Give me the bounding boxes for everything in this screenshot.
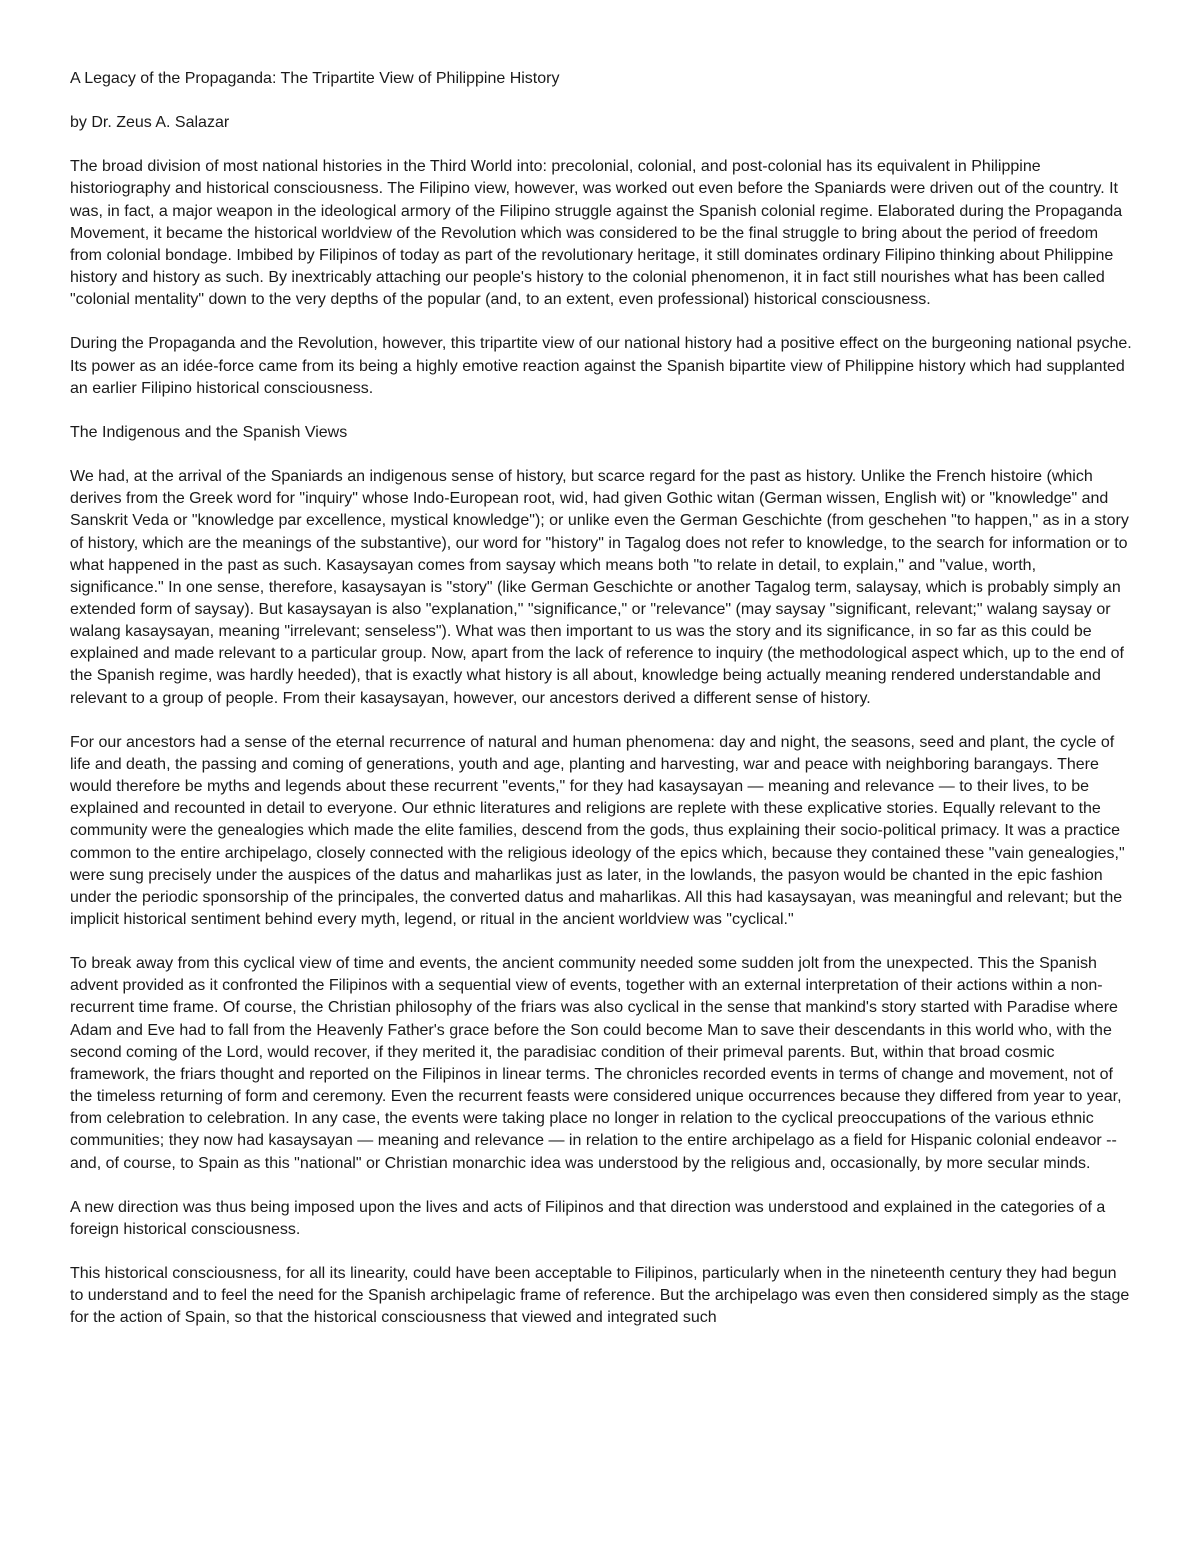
paragraph: For our ancestors had a sense of the eternal recurrence of natural and human phenomena: day and night, the seasons, seed and plant, the cycle of life and death, the passing and coming of generations, youth and age, planting and harvesting, war and peace with neighboring barangays. There would therefore be myths and legends about these recurrent "events," for they had kasaysayan — meaning and relevance — to their lives, to be explained and recounted in detail to everyone. Our ethnic literatures and religions are replete with these explicative stories. Equally relevant to the community were the genealogies which made the elite families, descend from the gods, thus explaining their socio-political primacy. It was a practice common to the entire archipelago, closely connected with the religious ideology of the epics which, because they contained these "vain genealogies," were sung precisely under the auspices of the datus and maharlikas just as later, in the lowlands, the pasyon would be chanted in the epic fashion under the periodic sponsorship of the principales, the converted datus and maharlikas. All this had kasaysayan, was meaningful and relevant; but the implicit historical sentiment behind every myth, legend, or ritual in the ancient worldview was "cyclical." [70,733,1125,928]
document-title: A Legacy of the Propaganda: The Tripartite View of Philippine History [70,70,560,87]
paragraph: During the Propaganda and the Revolution, however, this tripartite view of our national history had a positive effect on the burgeoning national psyche. Its power as an idée-force came from its being a highly emotive reaction against the Spanish bipartite view of Philippine history which had supplanted an earlier Filipino historical consciousness. [70,335,1132,397]
paragraph: The broad division of most national histories in the Third World into: precolonial, colonial, and post-colonial has its equivalent in Philippine historiography and historical consciousness. The Filipino view, however, was worked out even before the Spaniards were driven out of the country. It was, in fact, a major weapon in the ideological armory of the Filipino struggle against the Spanish colonial regime. Elaborated during the Propaganda Movement, it became the historical worldview of the Revolution which was considered to be the final struggle to bring about the period of freedom from colonial bondage. Imbibed by Filipinos of today as part of the revolutionary heritage, it still dominates ordinary Filipino thinking about Philippine history and history as such. By inextricably attaching our people's history to the colonial phenomenon, it in fact still nourishes what has been called "colonial mentality" down to the very depths of the popular (and, to an extent, even professional) historical consciousness. [70,158,1123,309]
document-page [70,68,1132,1352]
paragraph: This historical consciousness, for all its linearity, could have been acceptable to Filipinos, particularly when in the nineteenth century they had begun to understand and to feel the need for the Spanish archipelagic frame of reference. But the archipelago was even then considered simply as the stage for the action of Spain, so that the historical consciousness that viewed and integrated such [70,1265,1130,1327]
section-heading: The Indigenous and the Spanish Views [70,423,348,441]
paragraph: To break away from this cyclical view of time and events, the ancient community needed some sudden jolt from the unexpected. This the Spanish advent provided as it confronted the Filipinos with a sequential view of events, together with an external interpretation of their actions within a non-recurrent time frame. Of course, the Christian philosophy of the friars was also cyclical in the sense that mankind's story started with Paradise where Adam and Eve had to fall from the Heavenly Father's grace before the Son could become Man to save their descendants in this world who, with the second coming of the Lord, would recover, if they merited it, the paradisiac condition of their primeval parents. But, within that broad cosmic framework, the friars thought and reported on the Filipinos in linear terms. The chronicles recorded events in terms of change and movement, not of the timeless returning of form and ceremony. Even the recurrent feasts were considered unique occurrences because they differed from year to year, from celebration to celebration. In any case, the events were taking place no longer in relation to the cyclical preoccupations of the various ethnic communities; they now had kasaysayan — meaning and relevance — in relation to the entire archipelago as a field for Hispanic colonial endeavor -- and, of course, to Spain as this "national" or Christian monarchic idea was understood by the religious and, occasionally, by more secular minds. [70,955,1122,1172]
author-byline: by Dr. Zeus A. Salazar [70,114,230,132]
paragraph: A new direction was thus being imposed upon the lives and acts of Filipinos and that direction was understood and explained in the categories of a foreign historical consciousness. [70,1198,1106,1238]
paragraph: We had, at the arrival of the Spaniards an indigenous sense of history, but scarce regard for the past as history. Unlike the French histoire (which derives from the Greek word for "inquiry" whose Indo-European root, wid, had given Gothic witan (German wissen, English wit) or "knowledge" and Sanskrit Veda or "knowledge par excellence, mystical knowledge"); or unlike even the German Geschichte (from geschehen "to happen," as in a story of history, which are the meanings of the substantive), our word for "history" in Tagalog does not refer to knowledge, to the search for information or to what happened in the past as such. Kasaysayan comes from saysay which means both "to relate in detail, to explain," and "value, worth, significance." In one sense, therefore, kasaysayan is "story" (like German Geschichte or another Tagalog term, salaysay, which is probably simply an extended form of saysay). But kasaysayan is also "explanation," "significance," or "relevance" (may saysay "significant, relevant;" walang saysay or walang kasaysayan, meaning "irrelevant; senseless"). What was then important to us was the story and its significance, in so far as this could be explained and made relevant to a particular group. Now, apart from the lack of reference to inquiry (the methodological aspect which, up to the end of the Spanish regime, was hardly heeded), that is exactly what history is all about, knowledge being actually meaning rendered understandable and relevant to a group of people. From their kasaysayan, however, our ancestors derived a different sense of history. [70,468,1129,707]
